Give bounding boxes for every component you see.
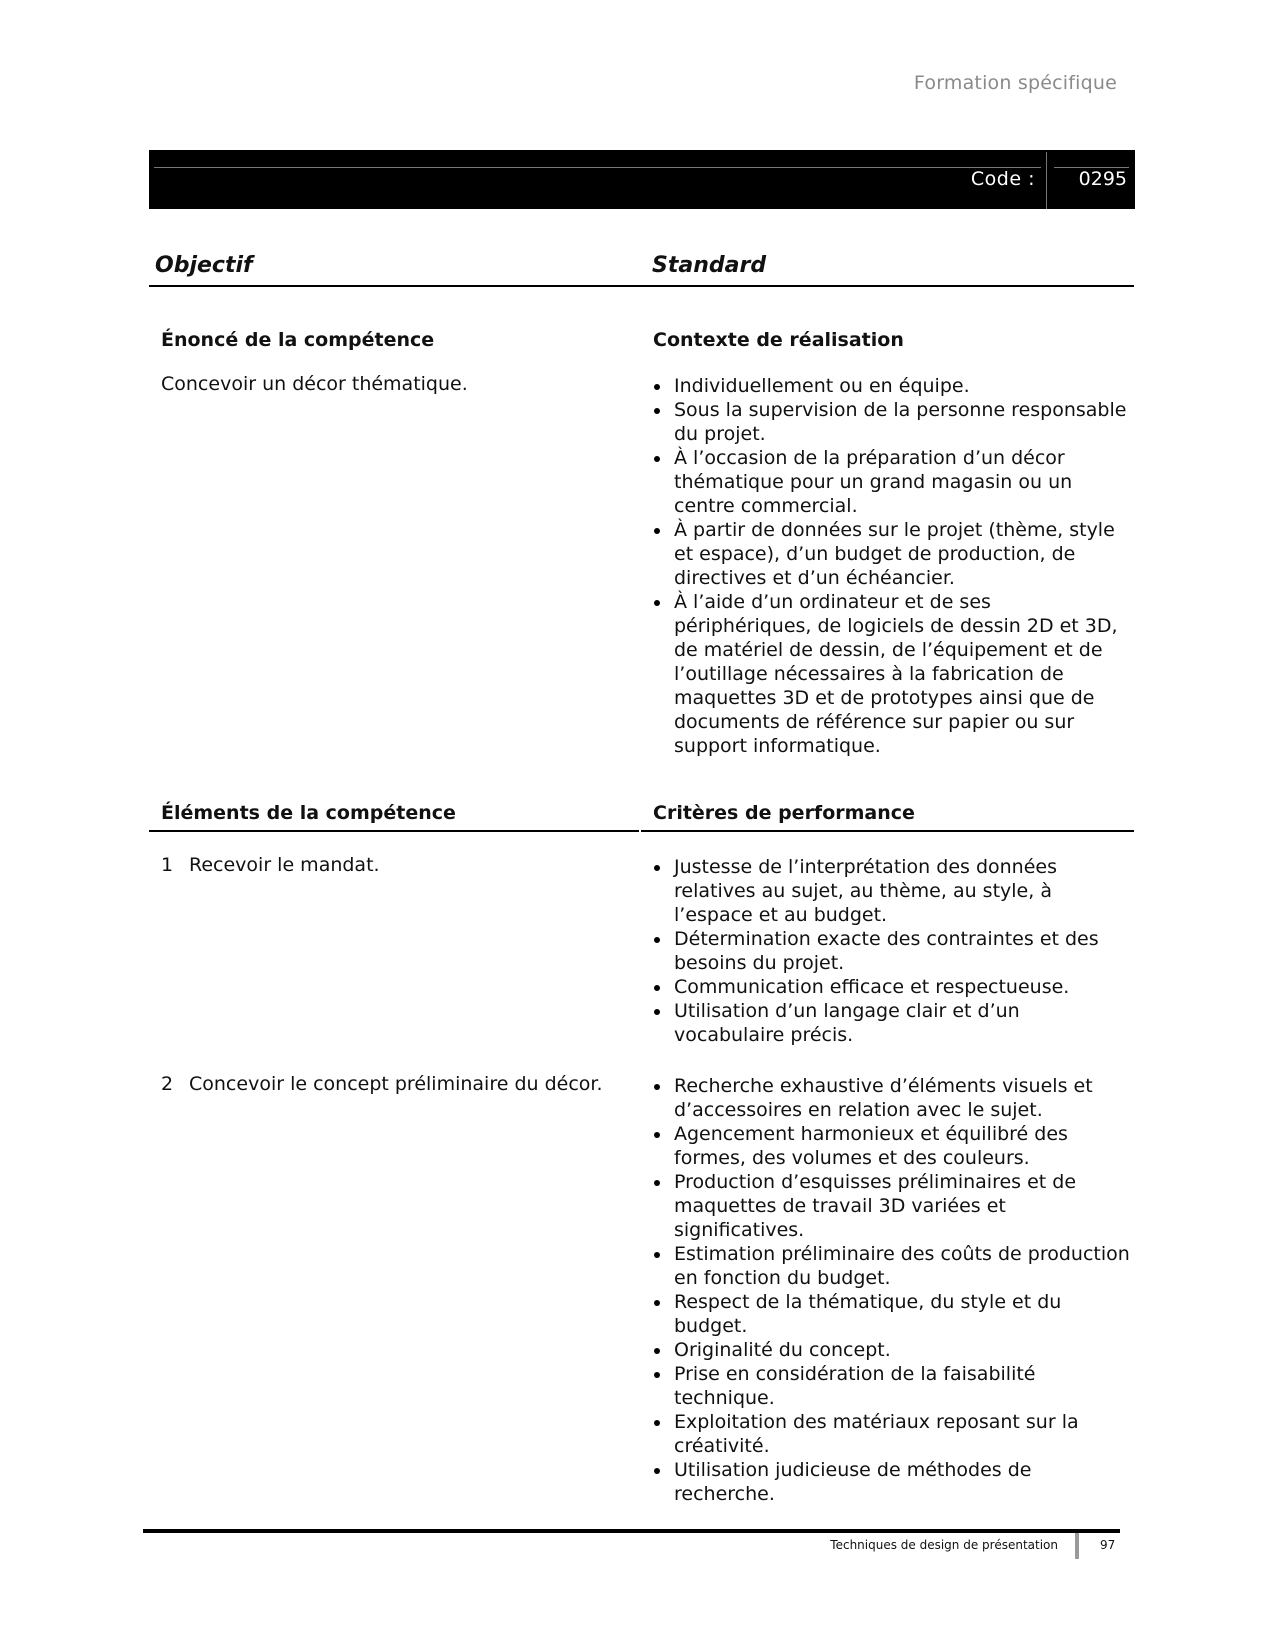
page-number: 97 (1100, 1538, 1116, 1552)
bullet-icon (654, 1348, 660, 1354)
list-item: Estimation préliminaire des coûts de production en fonction du budget. (650, 1242, 1130, 1290)
bullet-icon (654, 1252, 660, 1258)
element-label: Recevoir le mandat. (189, 854, 380, 876)
list-item: Justesse de l’interprétation des données relatives au sujet, au thème, au style, à l’espace et au budget. (650, 855, 1130, 927)
bullet-icon (654, 600, 660, 606)
footer-rule (143, 1529, 1120, 1533)
section-rule (641, 830, 1134, 832)
code-label: Code : (970, 168, 1035, 190)
contexte-heading: Contexte de réalisation (653, 329, 904, 351)
heading-rule (149, 285, 1134, 287)
bullet-icon (654, 384, 660, 390)
code-bar (149, 150, 1135, 209)
list-item: Détermination exacte des contraintes et des besoins du projet. (650, 927, 1130, 975)
contexte-list (650, 374, 1130, 758)
list-item: Prise en considération de la faisabilité technique. (650, 1362, 1130, 1410)
bullet-icon (654, 1468, 660, 1474)
list-item: Production d’esquisses préliminaires et de maquettes de travail 3D variées et significatives. (650, 1170, 1130, 1242)
code-bar-rule (154, 167, 1041, 168)
bullet-icon (654, 528, 660, 534)
list-item: Originalité du concept. (650, 1338, 1130, 1362)
bullet-icon (654, 1180, 660, 1186)
elements-heading: Éléments de la compétence (161, 802, 456, 824)
element-number: 1 (161, 854, 174, 876)
element-item (161, 853, 380, 877)
list-item: Exploitation des matériaux reposant sur la créativité. (650, 1410, 1130, 1458)
bullet-icon (654, 1372, 660, 1378)
objectif-heading: Objectif (155, 253, 253, 278)
criteria-list (650, 1074, 1130, 1506)
bullet-icon (654, 1009, 660, 1015)
list-item: Communication efficace et respectueuse. (650, 975, 1130, 999)
element-item (161, 1072, 603, 1096)
list-item: Respect de la thématique, du style et du budget. (650, 1290, 1130, 1338)
list-item: Utilisation d’un langage clair et d’un vocabulaire précis. (650, 999, 1130, 1047)
element-label: Concevoir le concept préliminaire du décor. (189, 1073, 603, 1095)
bullet-icon (654, 865, 660, 871)
list-item: Individuellement ou en équipe. (650, 374, 1130, 398)
footer-divider (1075, 1533, 1079, 1559)
enonce-heading: Énoncé de la compétence (161, 329, 435, 351)
list-item: Recherche exhaustive d’éléments visuels et d’accessoires en relation avec le sujet. (650, 1074, 1130, 1122)
criteria-list (650, 855, 1130, 1047)
list-item: Sous la supervision de la personne responsable du projet. (650, 398, 1130, 446)
standard-heading: Standard (652, 253, 767, 278)
code-value: 0295 (1078, 168, 1127, 190)
bullet-icon (654, 408, 660, 414)
bullet-icon (654, 1084, 660, 1090)
running-head: Formation spécifique (913, 72, 1117, 94)
bullet-icon (654, 1300, 660, 1306)
code-bar-divider (1046, 152, 1047, 209)
list-item: Agencement harmonieux et équilibré des formes, des volumes et des couleurs. (650, 1122, 1130, 1170)
list-item: À l’occasion de la préparation d’un décor thématique pour un grand magasin ou un centre commercial. (650, 446, 1130, 518)
element-number: 2 (161, 1073, 174, 1095)
footer-title: Techniques de design de présentation (830, 1538, 1058, 1552)
list-item: Utilisation judicieuse de méthodes de recherche. (650, 1458, 1130, 1506)
criteres-heading: Critères de performance (653, 802, 915, 824)
bullet-icon (654, 1420, 660, 1426)
bullet-icon (654, 456, 660, 462)
competence-statement: Concevoir un décor thématique. (161, 373, 468, 395)
bullet-icon (654, 937, 660, 943)
bullet-icon (654, 985, 660, 991)
list-item: À partir de données sur le projet (thème, style et espace), d’un budget de production, de directives et d’un échéancier. (650, 518, 1130, 590)
section-rule (149, 830, 639, 832)
bullet-icon (654, 1132, 660, 1138)
list-item: À l’aide d’un ordinateur et de ses périphériques, de logiciels de dessin 2D et 3D, de matériel de dessin, de l’équipement et de l’outillage nécessaires à la fabrication de maquettes 3D et de prototypes ainsi que de documents de référence sur papier ou sur support informatique. (650, 590, 1130, 758)
